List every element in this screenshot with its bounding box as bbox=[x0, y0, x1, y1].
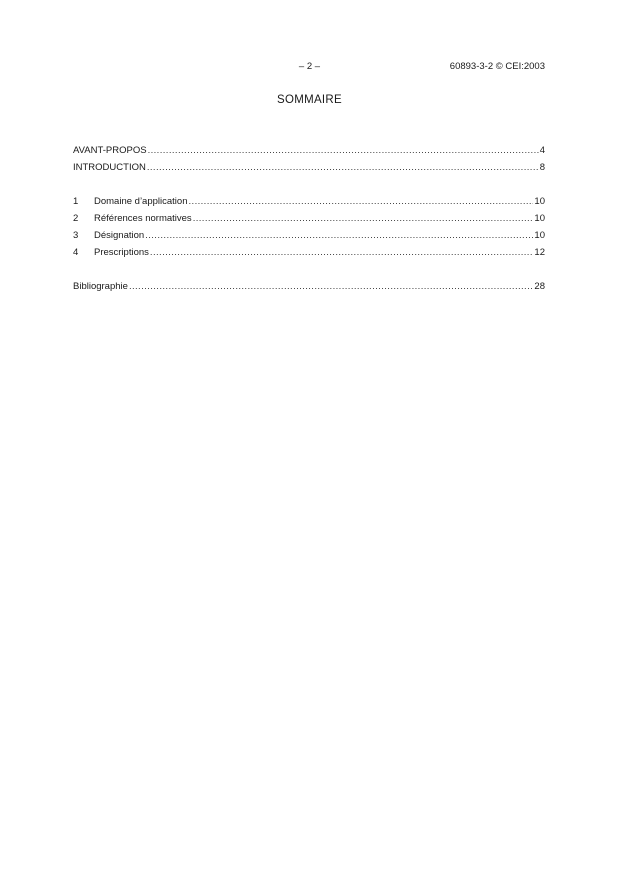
toc-sections bbox=[73, 196, 545, 264]
toc-entry-page: 4 bbox=[539, 145, 545, 156]
toc-leader-dots bbox=[148, 145, 539, 156]
toc-entry-page: 10 bbox=[534, 230, 545, 241]
toc-entry-label: Domaine d’application bbox=[94, 196, 188, 207]
toc-leader-dots bbox=[145, 230, 533, 241]
toc-entry-page: 10 bbox=[534, 213, 545, 224]
toc-entry-section-4[interactable] bbox=[73, 247, 545, 264]
toc-entry-page: 8 bbox=[539, 162, 545, 173]
toc-entry-avant-propos[interactable] bbox=[73, 145, 545, 162]
toc-entry-section-2[interactable] bbox=[73, 213, 545, 230]
toc-back-matter bbox=[73, 281, 545, 298]
toc-entry-page: 12 bbox=[534, 247, 545, 258]
toc-entry-number: 2 bbox=[73, 213, 79, 224]
toc-entry-number: 4 bbox=[73, 247, 79, 258]
toc-front-matter bbox=[73, 145, 545, 179]
page-number: – 2 – bbox=[298, 61, 321, 72]
toc-entry-section-3[interactable] bbox=[73, 230, 545, 247]
toc-leader-dots bbox=[193, 213, 534, 224]
toc-leader-dots bbox=[129, 281, 533, 292]
document-reference: 60893-3-2 © CEI:2003 bbox=[449, 61, 545, 72]
toc-entry-label: Bibliographie bbox=[73, 281, 128, 292]
toc-entry-page: 28 bbox=[534, 281, 545, 292]
toc-leader-dots bbox=[147, 162, 539, 173]
toc-entry-label: Références normatives bbox=[94, 213, 192, 224]
toc-entry-introduction[interactable] bbox=[73, 162, 545, 179]
toc-entry-label: INTRODUCTION bbox=[73, 162, 146, 173]
toc-entry-page: 10 bbox=[534, 196, 545, 207]
toc-entry-label: Prescriptions bbox=[94, 247, 149, 258]
toc-entry-number: 1 bbox=[73, 196, 79, 207]
toc-entry-section-1[interactable] bbox=[73, 196, 545, 213]
toc-leader-dots bbox=[188, 196, 533, 207]
toc-entry-label: AVANT-PROPOS bbox=[73, 145, 147, 156]
toc-leader-dots bbox=[150, 247, 534, 258]
toc-entry-bibliographie[interactable] bbox=[73, 281, 545, 298]
toc-entry-label: Désignation bbox=[94, 230, 145, 241]
page-title: SOMMAIRE bbox=[276, 94, 342, 106]
toc-entry-number: 3 bbox=[73, 230, 79, 241]
table-of-contents bbox=[73, 145, 545, 315]
